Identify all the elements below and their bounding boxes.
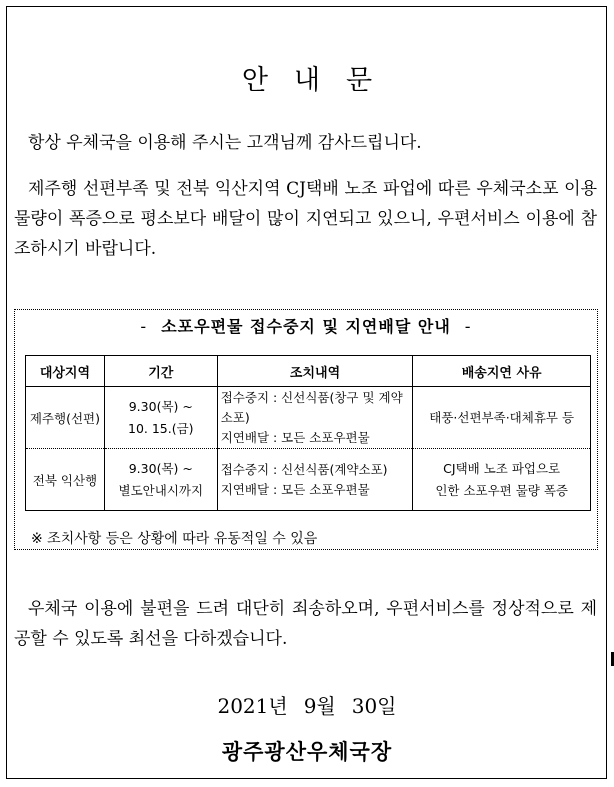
cell-measures bbox=[217, 449, 413, 511]
cell-reason bbox=[413, 387, 591, 449]
period-start: 9.30(목) ~ bbox=[128, 460, 193, 476]
greeting-paragraph: 항상 우체국을 이용해 주시는 고객님께 감사드립니다. bbox=[28, 133, 422, 153]
body-paragraph-text: 제주행 선편부족 및 전북 익산지역 CJ택배 노조 파업에 따른 우체국소포 이용물량이 폭증으로 평소보다 배달이 많이 지연되고 있으니, 우편서비스 이용에 참조하시기 바랍니다. bbox=[14, 179, 597, 259]
notice-title-text: 소포우편물 접수중지 및 지연배달 안내 bbox=[161, 317, 451, 336]
header-delay-reason: 배송지연 사유 bbox=[413, 356, 591, 387]
cell-region: 제주행(선편) bbox=[26, 387, 105, 449]
closing-paragraph bbox=[14, 594, 597, 654]
notice-table bbox=[25, 355, 591, 511]
document-title: 안내문 bbox=[241, 65, 399, 96]
document-date bbox=[0, 690, 614, 719]
measure-delay: 지연배달 : 모든 소포우편물 bbox=[220, 481, 370, 497]
header-region: 대상지역 bbox=[26, 356, 105, 387]
table-row bbox=[26, 449, 591, 511]
date-day: 30일 bbox=[351, 694, 397, 718]
notice-box bbox=[14, 309, 598, 550]
title-dash-right: - bbox=[464, 317, 472, 336]
notice-box-title bbox=[15, 314, 597, 337]
title-dash-left: - bbox=[140, 317, 148, 336]
measure-suspension: 접수중지 : 신선식품(창구 및 계약소포) bbox=[220, 389, 403, 425]
date-year: 2021년 bbox=[217, 694, 288, 718]
cell-measures bbox=[217, 387, 413, 449]
period-end: 10. 15.(금) bbox=[128, 420, 194, 436]
table-row bbox=[26, 387, 591, 449]
cell-region: 전북 익산행 bbox=[26, 449, 105, 511]
reason-line-1: CJ택배 노조 파업으로 bbox=[443, 460, 561, 476]
closing-paragraph-text: 우체국 이용에 불편을 드려 대단히 죄송하오며, 우편서비스를 정상적으로 제공할 수 있도록 최선을 다하겠습니다. bbox=[14, 599, 597, 649]
date-month: 9월 bbox=[303, 694, 336, 718]
notice-footnote: ※ 조치사항 등은 상황에 따라 유동적일 수 있음 bbox=[31, 531, 318, 547]
period-end: 별도안내시까지 bbox=[118, 482, 204, 498]
cell-reason bbox=[413, 449, 591, 511]
cell-period bbox=[104, 449, 217, 511]
measure-suspension: 접수중지 : 신선식품(계약소포) bbox=[220, 461, 388, 477]
reason-text: 태풍·선편부족·대체휴무 등 bbox=[429, 409, 575, 425]
reason-line-2: 인한 소포우편 물량 폭증 bbox=[435, 482, 568, 498]
header-measures: 조치내역 bbox=[217, 356, 413, 387]
cell-period bbox=[104, 387, 217, 449]
period-start: 9.30(목) ~ bbox=[128, 398, 193, 414]
signature: 광주광산우체국장 bbox=[221, 739, 393, 764]
body-paragraph bbox=[14, 174, 597, 264]
table-header-row bbox=[26, 356, 591, 387]
header-period: 기간 bbox=[104, 356, 217, 387]
measure-delay: 지연배달 : 모든 소포우편물 bbox=[220, 429, 370, 445]
